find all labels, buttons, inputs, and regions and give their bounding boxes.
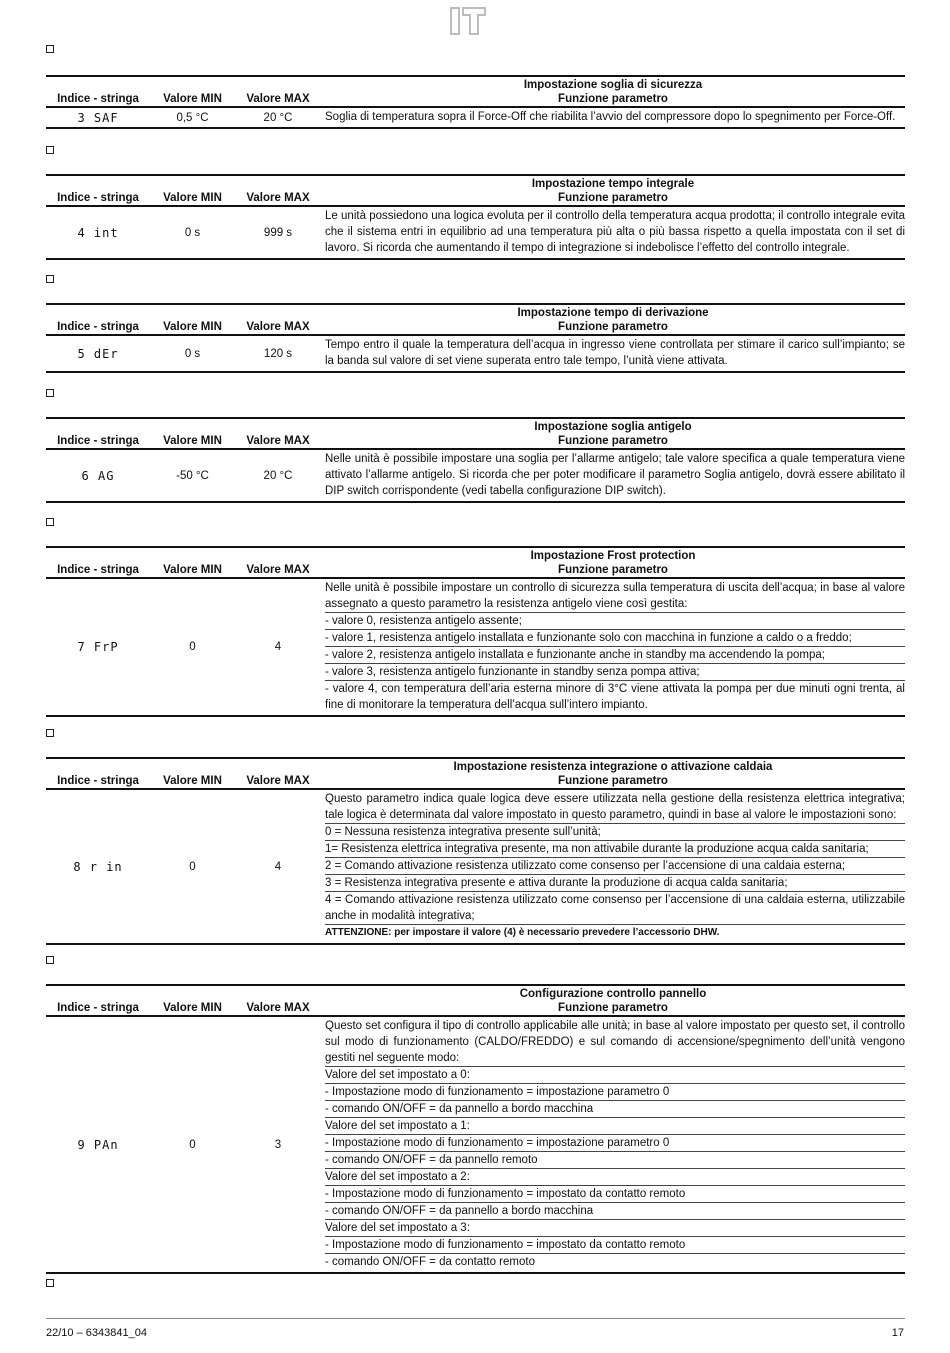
description-line: - valore 4, con temperatura dell’aria esterna minore di 3°C viene attivata la pompa per due minuti ogni trenta, al fine di monitorare la temperatura dell’acqua sull’intero impianto. xyxy=(325,683,905,711)
function-description xyxy=(321,206,905,259)
min-value: 0 xyxy=(150,789,235,944)
min-value: 0 s xyxy=(150,206,235,259)
description-line: - comando ON/OFF = da pannello remoto xyxy=(325,1152,905,1169)
parameter-table xyxy=(46,303,905,373)
header-index: Indice - stringa xyxy=(46,1001,150,1016)
language-logo-it xyxy=(448,5,488,37)
header-min: Valore MIN xyxy=(150,191,235,206)
description-line: Valore del set impostato a 0: xyxy=(325,1067,905,1084)
header-min: Valore MIN xyxy=(150,92,235,107)
bullet-marker xyxy=(46,729,54,737)
parameter-table xyxy=(46,75,905,129)
header-index: Indice - stringa xyxy=(46,92,150,107)
bullet-marker xyxy=(46,45,54,53)
description-line: - Impostazione modo di funzionamento = impostazione parametro 0 xyxy=(325,1135,905,1152)
header-max: Valore MAX xyxy=(235,774,321,789)
header-function: Funzione parametro xyxy=(321,563,905,578)
table-title: Impostazione tempo di derivazione xyxy=(321,304,905,320)
header-min: Valore MIN xyxy=(150,1001,235,1016)
description-line: Questo parametro indica quale logica deve essere utilizzata nella gestione della resistenza elettrica integrativa; tale logica è determinata dal valore impostato in questo parametro, quindi in base al valore le impostazioni sono: xyxy=(325,791,905,824)
description-line: - valore 2, resistenza antigelo installata e funzionante anche in standby ma accendendo la pompa; xyxy=(325,647,905,664)
max-value: 120 s xyxy=(235,335,321,372)
description-line: - Impostazione modo di funzionamento = impostato da contatto remoto xyxy=(325,1237,905,1254)
index-string: 5 dEr xyxy=(46,335,150,372)
description-line: - comando ON/OFF = da contatto remoto xyxy=(325,1256,535,1268)
description-line: - valore 1, resistenza antigelo installata e funzionante solo con macchina in funzione a caldo o a freddo; xyxy=(325,630,905,647)
warning-note: ATTENZIONE: per impostare il valore (4) è necessario prevedere l’accessorio DHW. xyxy=(325,927,720,938)
description-line: Valore del set impostato a 2: xyxy=(325,1169,905,1186)
max-value: 3 xyxy=(235,1016,321,1273)
description-line: 4 = Comando attivazione resistenza utilizzato come consenso per l’accensione di una caldaia esterna, utilizzabile anche in modalità integrativa; xyxy=(325,892,905,925)
header-min: Valore MIN xyxy=(150,774,235,789)
header-index: Indice - stringa xyxy=(46,434,150,449)
header-function: Funzione parametro xyxy=(321,774,905,789)
description-line: - Impostazione modo di funzionamento = impostazione parametro 0 xyxy=(325,1084,905,1101)
max-value: 4 xyxy=(235,578,321,716)
description-line: Soglia di temperatura sopra il Force-Off che riabilita l’avvio del compressore dopo lo spegnimento per Force-Off. xyxy=(325,111,896,123)
page-number: 17 xyxy=(891,1327,904,1339)
function-description xyxy=(321,449,905,502)
parameter-table xyxy=(46,984,905,1274)
header-function: Funzione parametro xyxy=(321,320,905,335)
header-function: Funzione parametro xyxy=(321,191,905,206)
header-max: Valore MAX xyxy=(235,191,321,206)
min-value: 0 xyxy=(150,578,235,716)
header-function: Funzione parametro xyxy=(321,92,905,107)
description-line: Valore del set impostato a 1: xyxy=(325,1118,905,1135)
function-description xyxy=(321,789,905,944)
max-value: 4 xyxy=(235,789,321,944)
function-description xyxy=(321,578,905,716)
description-line: 3 = Resistenza integrativa presente e attiva durante la produzione di acqua calda sanitaria; xyxy=(325,875,905,892)
parameter-table xyxy=(46,417,905,503)
header-index: Indice - stringa xyxy=(46,774,150,789)
header-index: Indice - stringa xyxy=(46,563,150,578)
header-max: Valore MAX xyxy=(235,320,321,335)
description-line: 2 = Comando attivazione resistenza utilizzato come consenso per l’accensione di una caldaia esterna; xyxy=(325,858,905,875)
parameter-table xyxy=(46,757,905,945)
min-value: 0 s xyxy=(150,335,235,372)
bullet-marker xyxy=(46,518,54,526)
description-line: Tempo entro il quale la temperatura dell’acqua in ingresso viene controllata per stimare il carico sull’impianto; se la banda sul valore di set viene superata entro tale tempo, l’unità viene attivata. xyxy=(325,339,905,367)
header-max: Valore MAX xyxy=(235,434,321,449)
description-line: Valore del set impostato a 3: xyxy=(325,1220,905,1237)
bullet-marker xyxy=(46,146,54,154)
bullet-marker xyxy=(46,956,54,964)
function-description xyxy=(321,1016,905,1273)
description-line: - comando ON/OFF = da pannello a bordo macchina xyxy=(325,1203,905,1220)
index-string: 4 int xyxy=(46,206,150,259)
bullet-marker xyxy=(46,389,54,397)
document-code: 22/10 – 6343841_04 xyxy=(46,1327,147,1339)
description-line: Nelle unità è possibile impostare una soglia per l’allarme antigelo; tale valore specifica a quale temperatura viene attivato l’allarme antigelo. Si ricorda che per poter modificare il parametro Soglia antigelo, dovrà essere abilitato il DIP switch corrispondente (vedi tabella configurazione DIP switch). xyxy=(325,453,905,497)
header-function: Funzione parametro xyxy=(321,434,905,449)
parameter-table xyxy=(46,546,905,717)
function-description xyxy=(321,107,905,128)
max-value: 20 °C xyxy=(235,449,321,502)
index-string: 9 PAn xyxy=(46,1016,150,1273)
header-max: Valore MAX xyxy=(235,563,321,578)
description-line: - comando ON/OFF = da pannello a bordo macchina xyxy=(325,1101,905,1118)
index-string: 6 AG xyxy=(46,449,150,502)
description-line: - valore 0, resistenza antigelo assente; xyxy=(325,613,905,630)
table-title: Impostazione resistenza integrazione o attivazione caldaia xyxy=(321,758,905,774)
footer-divider xyxy=(46,1318,905,1319)
index-string: 8 r in xyxy=(46,789,150,944)
bullet-marker xyxy=(46,275,54,283)
min-value: 0 xyxy=(150,1016,235,1273)
index-string: 7 FrP xyxy=(46,578,150,716)
header-max: Valore MAX xyxy=(235,1001,321,1016)
header-function: Funzione parametro xyxy=(321,1001,905,1016)
max-value: 20 °C xyxy=(235,107,321,128)
min-value: -50 °C xyxy=(150,449,235,502)
table-title: Impostazione Frost protection xyxy=(321,547,905,563)
description-line: 0 = Nessuna resistenza integrativa presente sull’unità; xyxy=(325,824,905,841)
bullet-marker xyxy=(46,1279,54,1287)
max-value: 999 s xyxy=(235,206,321,259)
description-line: 1= Resistenza elettrica integrativa presente, ma non attivabile durante la produzione acqua calda sanitaria; xyxy=(325,841,905,858)
min-value: 0,5 °C xyxy=(150,107,235,128)
table-title: Impostazione soglia antigelo xyxy=(321,418,905,434)
function-description xyxy=(321,335,905,372)
header-min: Valore MIN xyxy=(150,434,235,449)
parameter-table xyxy=(46,174,905,260)
description-line: Nelle unità è possibile impostare un controllo di sicurezza sulla temperatura di uscita dell’acqua; in base al valore assegnato a questo parametro la resistenza antigelo viene così gestita: xyxy=(325,580,905,613)
header-min: Valore MIN xyxy=(150,563,235,578)
header-max: Valore MAX xyxy=(235,92,321,107)
index-string: 3 SAF xyxy=(46,107,150,128)
table-title: Impostazione tempo integrale xyxy=(321,175,905,191)
header-min: Valore MIN xyxy=(150,320,235,335)
description-line: - valore 3, resistenza antigelo funzionante in standby senza pompa attiva; xyxy=(325,664,905,681)
header-index: Indice - stringa xyxy=(46,320,150,335)
table-title: Impostazione soglia di sicurezza xyxy=(321,76,905,92)
description-line: Questo set configura il tipo di controllo applicabile alle unità; in base al valore impostato per questo set, il controllo sul modo di funzionamento (CALDO/FREDDO) e sul comando di accensione/spegnimento dell’unità vengono gestiti nel seguente modo: xyxy=(325,1018,905,1067)
description-line: Le unità possiedono una logica evoluta per il controllo della temperatura acqua prodotta; il controllo integrale evita che il sistema entri in equilibrio ad una temperatura più alta o più bassa rispetto a quella impostata con il set di lavoro. Si ricorda che aumentando il tempo di integrazione si indebolisce l’effetto del controllo integrale. xyxy=(325,210,905,254)
table-title: Configurazione controllo pannello xyxy=(321,985,905,1001)
description-line: - Impostazione modo di funzionamento = impostato da contatto remoto xyxy=(325,1186,905,1203)
header-index: Indice - stringa xyxy=(46,191,150,206)
